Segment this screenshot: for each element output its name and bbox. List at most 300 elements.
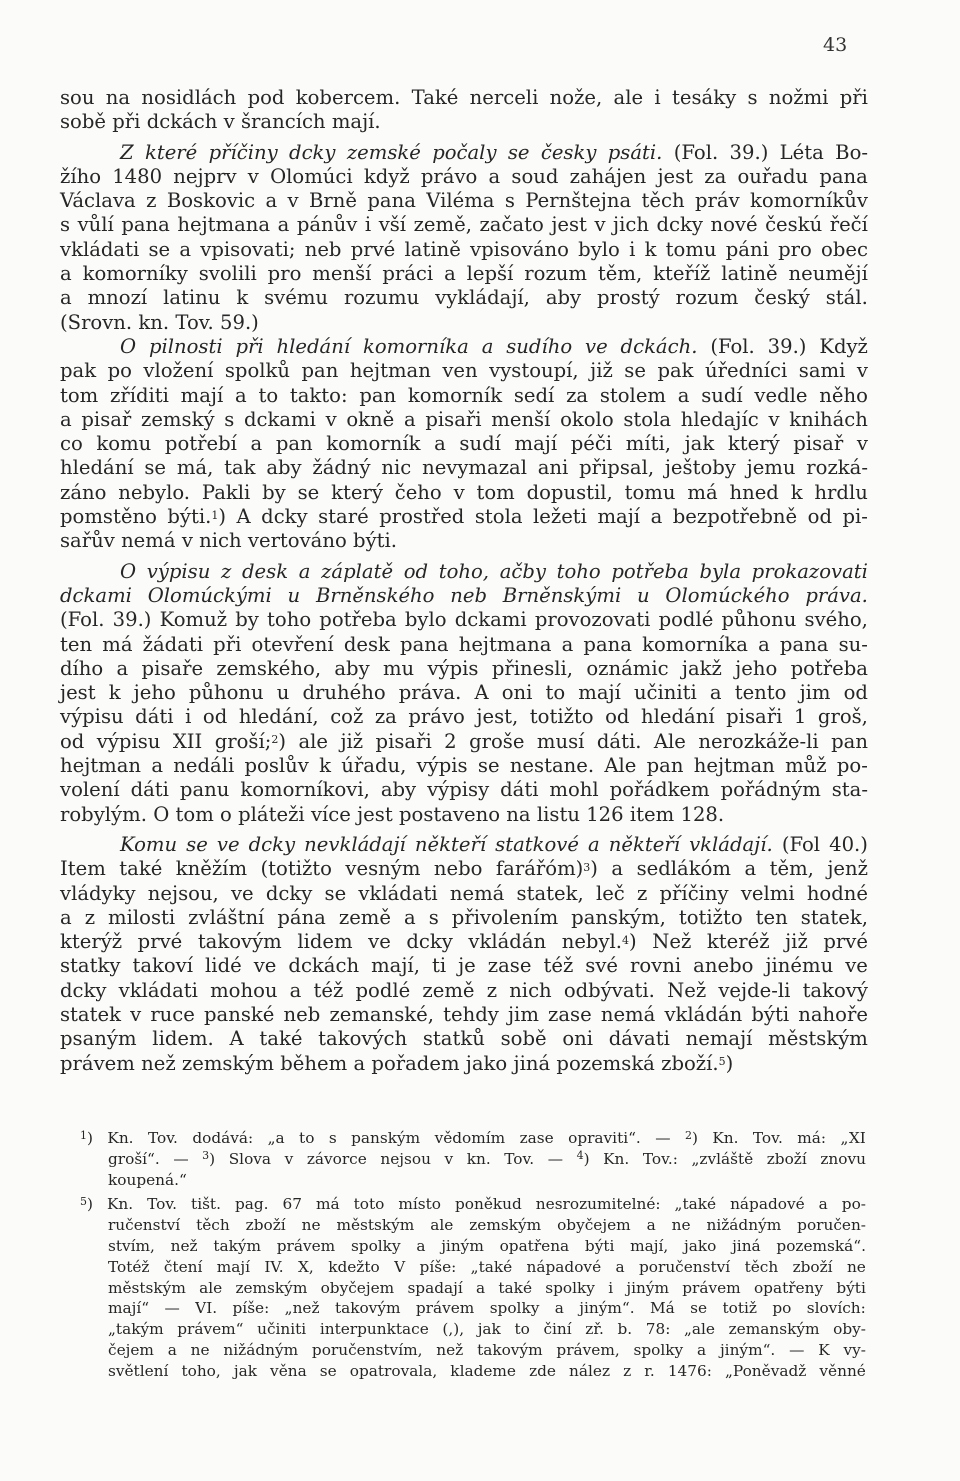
- text: zase: [519, 1129, 554, 1147]
- text: —: [655, 1129, 671, 1147]
- word: [248, 86, 285, 110]
- word: [163, 286, 220, 310]
- text: takových: [318, 1027, 408, 1051]
- word: [339, 906, 391, 930]
- text: a: [403, 407, 416, 431]
- text: k: [236, 286, 249, 310]
- word: [570, 165, 647, 189]
- word: [147, 1194, 177, 1215]
- word: [205, 954, 242, 978]
- word: [845, 954, 868, 978]
- text: by: [262, 480, 286, 504]
- word: [686, 1027, 753, 1051]
- word: [350, 1361, 437, 1382]
- word: [179, 238, 191, 262]
- word: [555, 1298, 564, 1319]
- word: [508, 141, 530, 165]
- text: pomstěno: [60, 505, 157, 529]
- word: [536, 1194, 661, 1215]
- text: totižto: [529, 705, 594, 729]
- footnote-marker: 4: [576, 1149, 584, 1163]
- word: [404, 906, 416, 930]
- text: k: [319, 754, 332, 778]
- word: [408, 705, 464, 729]
- word: [319, 754, 331, 778]
- word: [298, 730, 328, 754]
- word: [818, 705, 868, 729]
- text: právem: [276, 1236, 336, 1255]
- text: tom: [476, 480, 515, 504]
- text: milosti: [108, 905, 176, 929]
- text: těch: [744, 1257, 779, 1276]
- text: při: [112, 110, 141, 134]
- word: [639, 1257, 730, 1278]
- word: [412, 86, 459, 110]
- word: [181, 384, 224, 408]
- italic-text: Brněnského: [315, 583, 435, 607]
- word: [268, 1128, 285, 1149]
- text: se: [477, 754, 500, 778]
- text: potřebí: [164, 432, 237, 456]
- text: potřeba: [319, 608, 397, 632]
- word: [285, 1298, 320, 1319]
- word: [637, 584, 650, 608]
- text: (Fol.: [673, 140, 719, 164]
- word: [405, 608, 447, 632]
- word: [793, 1257, 833, 1278]
- text: Slova: [228, 1149, 272, 1168]
- text: na: [105, 86, 131, 109]
- text: pana: [819, 164, 868, 188]
- word: [435, 286, 530, 310]
- word: [646, 1319, 671, 1340]
- word: [517, 882, 584, 906]
- word: [652, 930, 691, 954]
- word: [434, 432, 446, 456]
- text: Kn.: [107, 1129, 134, 1147]
- word: [177, 456, 214, 480]
- word: [569, 1361, 610, 1382]
- text: soud: [511, 164, 559, 188]
- text: a: [235, 383, 247, 407]
- word: [400, 633, 449, 657]
- word: [747, 456, 796, 480]
- italic-text: vkládají.: [689, 832, 773, 856]
- page-number: 43: [823, 34, 848, 56]
- word: [500, 778, 538, 802]
- word: [344, 286, 419, 310]
- text: to: [299, 1129, 315, 1147]
- word: [562, 1027, 593, 1051]
- text: nich: [199, 529, 242, 553]
- word: [404, 408, 416, 432]
- word: [415, 833, 486, 857]
- italic-text: které: [144, 140, 198, 164]
- text: musí: [536, 729, 585, 753]
- text: A: [229, 1027, 244, 1051]
- word: [407, 1278, 462, 1299]
- word: [699, 560, 741, 584]
- word: [102, 633, 132, 657]
- word: [60, 359, 96, 383]
- text: pan: [359, 383, 397, 407]
- text: vesným: [345, 857, 421, 881]
- text: druhého: [302, 681, 386, 705]
- italic-text: toho: [556, 559, 601, 583]
- text: to: [514, 1320, 530, 1339]
- text: jich: [613, 213, 649, 237]
- word: [199, 1278, 222, 1299]
- word: [229, 1149, 271, 1170]
- word: [330, 705, 363, 729]
- word: [60, 262, 72, 286]
- word: [504, 1149, 534, 1170]
- text: Pernštejna: [525, 189, 632, 213]
- word: [237, 505, 251, 529]
- word: [108, 1149, 160, 1170]
- word: [668, 1361, 712, 1382]
- word: [305, 238, 342, 262]
- word: [502, 681, 533, 705]
- text: (Fol.: [60, 608, 105, 632]
- footnote-marker: 4: [622, 933, 630, 947]
- word: [356, 979, 411, 1003]
- word: [316, 584, 435, 608]
- text: zboží: [245, 1216, 286, 1235]
- italic-text: a: [481, 334, 494, 358]
- text: žádati: [142, 632, 204, 656]
- word: [60, 189, 136, 213]
- text: sařův: [60, 529, 115, 553]
- text: A: [236, 505, 251, 529]
- text: páni: [725, 237, 769, 261]
- word: [353, 529, 397, 553]
- word: [613, 213, 649, 237]
- word: [108, 1278, 186, 1299]
- text: v: [130, 1002, 142, 1026]
- word: [130, 1003, 141, 1027]
- word: [167, 505, 226, 529]
- word: [135, 705, 173, 729]
- word: [270, 165, 353, 189]
- text: čtení: [163, 1257, 203, 1276]
- word: [107, 1128, 133, 1149]
- text: rozum: [675, 286, 739, 310]
- word: [819, 384, 868, 408]
- text-line: [60, 1027, 868, 1051]
- text: ouřadu: [737, 164, 809, 188]
- text: 39.): [729, 140, 769, 164]
- word: [489, 359, 579, 383]
- text: mají,: [630, 1236, 669, 1255]
- word: [151, 754, 163, 778]
- word: [88, 286, 148, 310]
- word: [150, 1003, 195, 1027]
- text: za: [566, 383, 589, 407]
- word: [220, 311, 259, 335]
- text: v: [453, 480, 465, 504]
- word: [675, 1194, 717, 1215]
- text: pisaři: [726, 705, 783, 729]
- word: [60, 681, 96, 705]
- word: [623, 408, 671, 432]
- text: také: [498, 1278, 532, 1297]
- text: by: [235, 608, 259, 632]
- word: [118, 481, 190, 505]
- text: oznámic: [586, 656, 669, 680]
- word: [299, 1128, 314, 1149]
- text: vší: [378, 213, 407, 237]
- main-text: [60, 86, 868, 1076]
- text: Tov.: [147, 1129, 178, 1147]
- word: [768, 1027, 868, 1051]
- text-line: [60, 456, 868, 480]
- text: okolo: [560, 407, 614, 431]
- text: panské: [204, 1002, 275, 1026]
- word: [236, 286, 248, 310]
- text: a: [758, 632, 770, 656]
- word: [85, 906, 95, 930]
- word: [297, 213, 358, 237]
- text: a: [650, 505, 663, 529]
- word: [833, 1319, 866, 1340]
- text: ve: [230, 881, 254, 905]
- text: potřeba: [790, 656, 868, 680]
- italic-text: dcky: [248, 832, 296, 856]
- word: [60, 110, 106, 134]
- word: [276, 432, 313, 456]
- word: [687, 481, 717, 505]
- text: groše: [469, 729, 525, 753]
- text: se: [297, 480, 320, 504]
- word: [442, 1319, 464, 1340]
- text: kn.: [138, 310, 170, 334]
- word: [737, 165, 808, 189]
- word: [314, 979, 344, 1003]
- word: [241, 110, 326, 134]
- word: [478, 754, 500, 778]
- text: tišt.: [191, 1195, 221, 1214]
- word: [704, 165, 726, 189]
- italic-text: O: [120, 334, 137, 358]
- text-line: [60, 481, 868, 505]
- text: příčiny: [659, 881, 729, 905]
- word: [198, 930, 282, 954]
- footnote-line: [80, 1278, 866, 1299]
- text: hejtman: [349, 359, 431, 383]
- text: za: [704, 164, 727, 188]
- text: a: [250, 432, 263, 456]
- text: ležeti: [533, 505, 587, 529]
- text: jakž: [681, 656, 722, 680]
- text: od: [605, 705, 630, 729]
- text: sami: [798, 359, 846, 383]
- text: právo: [408, 705, 465, 729]
- word: [611, 857, 623, 881]
- word: [277, 1236, 335, 1257]
- word: [80, 1194, 93, 1215]
- word: [258, 384, 278, 408]
- word: [747, 86, 757, 110]
- text: hledání,: [238, 705, 319, 729]
- word: [605, 705, 629, 729]
- italic-text: počaly: [432, 140, 497, 164]
- text: mohl: [549, 778, 599, 802]
- text: lepší: [466, 262, 514, 286]
- word: [266, 456, 301, 480]
- word: [797, 1128, 826, 1149]
- text: nerceli: [469, 86, 539, 109]
- word: [726, 238, 769, 262]
- text: hejtman: [60, 754, 142, 778]
- text-line: [60, 110, 868, 134]
- text: právo: [420, 164, 478, 188]
- word: [235, 384, 247, 408]
- text: item: [629, 802, 675, 826]
- text: panským,: [571, 905, 666, 929]
- italic-text: a: [298, 559, 311, 583]
- word: [753, 1128, 783, 1149]
- text: hejtmana: [177, 213, 271, 237]
- word: [217, 1257, 250, 1278]
- footnote-marker: 3: [202, 1149, 210, 1163]
- text: nevymazal: [422, 456, 527, 480]
- text: a: [265, 189, 278, 213]
- text: se: [624, 359, 646, 383]
- text: s: [224, 407, 235, 431]
- word: [203, 705, 227, 729]
- text: učiniti: [633, 681, 697, 705]
- word: [195, 1298, 217, 1319]
- text: toho,: [181, 1361, 221, 1380]
- text: a: [404, 905, 416, 929]
- text: pana: [121, 213, 170, 237]
- word: [785, 754, 827, 778]
- word: [422, 979, 474, 1003]
- text: sou: [60, 86, 95, 109]
- text: statek,: [800, 905, 868, 929]
- word: [782, 833, 820, 857]
- word: [505, 189, 515, 213]
- text: dckách: [146, 110, 218, 134]
- text: prostý: [597, 286, 660, 310]
- word: [794, 705, 806, 729]
- word: [371, 1052, 459, 1076]
- text: ne: [846, 1257, 866, 1276]
- italic-text: potřeba: [611, 559, 689, 583]
- word: [138, 311, 169, 335]
- word: [251, 432, 263, 456]
- word: [819, 335, 868, 359]
- word: [571, 906, 666, 930]
- word: [60, 730, 84, 754]
- text: takový: [802, 978, 868, 1002]
- text: dcky: [261, 505, 308, 529]
- text: toto: [353, 1195, 385, 1214]
- text-line: [60, 979, 868, 1003]
- text-line: [60, 803, 868, 827]
- italic-text: dcky: [289, 140, 336, 164]
- text: dího: [60, 656, 104, 680]
- text: Tov.: [175, 310, 214, 334]
- word: [164, 1257, 203, 1278]
- text: vertováno: [247, 529, 347, 553]
- word: [254, 954, 277, 978]
- text: Kn.: [603, 1149, 630, 1168]
- text: více: [310, 802, 351, 826]
- text: otevření: [251, 632, 334, 656]
- word: [679, 906, 743, 930]
- word: [60, 803, 147, 827]
- text: jenž: [827, 857, 868, 881]
- word: [83, 262, 188, 286]
- text: půhonu: [721, 608, 797, 632]
- word: [416, 1236, 425, 1257]
- word: [455, 608, 527, 632]
- word: [769, 86, 829, 110]
- word: [642, 189, 685, 213]
- word: [108, 1170, 187, 1191]
- word: [406, 930, 452, 954]
- word: [296, 86, 401, 110]
- text-line: [60, 1052, 868, 1076]
- text: ): [209, 1149, 216, 1168]
- text: a: [818, 1195, 828, 1214]
- text: pisaři: [375, 729, 432, 753]
- italic-text: z: [221, 559, 232, 583]
- text: su-: [838, 632, 868, 656]
- text: latině: [404, 237, 461, 261]
- text: hejtmana: [458, 632, 552, 656]
- word: [454, 481, 465, 505]
- word: [585, 1319, 604, 1340]
- word: [585, 1236, 614, 1257]
- word: [173, 730, 202, 754]
- word: [730, 141, 769, 165]
- word: [514, 384, 554, 408]
- text: nápadové: [730, 1195, 805, 1214]
- text: a: [60, 262, 72, 286]
- word: [80, 1128, 93, 1149]
- text: sedlákóm: [636, 857, 731, 881]
- word: [772, 1298, 791, 1319]
- word: [660, 882, 729, 906]
- text-line: [60, 408, 868, 432]
- word: [106, 86, 130, 110]
- word: [527, 1257, 602, 1278]
- word: [209, 141, 278, 165]
- word: [598, 262, 642, 286]
- text: ve: [253, 954, 277, 978]
- text: těch: [196, 1216, 230, 1235]
- text: práva.: [398, 681, 462, 705]
- text: žího: [60, 164, 102, 188]
- word: [173, 754, 234, 778]
- word: [421, 165, 477, 189]
- text: nebylo.: [118, 480, 191, 504]
- text: u: [276, 681, 290, 705]
- word: [754, 384, 807, 408]
- text: učiniti: [257, 1320, 307, 1339]
- word: [224, 408, 234, 432]
- text: sudí: [701, 383, 743, 407]
- text: mají: [216, 1257, 251, 1276]
- word: [645, 238, 657, 262]
- text: Brně: [309, 189, 357, 213]
- text-line: [60, 608, 868, 632]
- text: „také: [674, 1195, 717, 1214]
- text: kněžím: [175, 857, 248, 881]
